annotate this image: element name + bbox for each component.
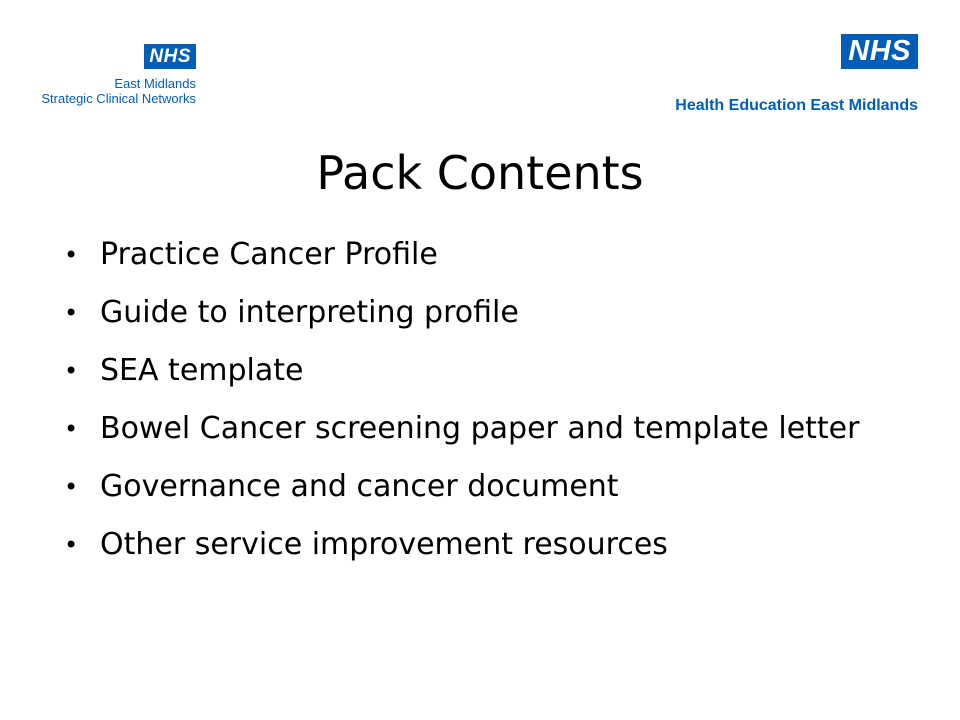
bullet-item [64,294,884,332]
logo-org-name-line1: East Midlands [114,76,196,91]
bullet-item [64,468,884,506]
nhs-logo-badge: NHS [841,34,918,69]
bullet-item [64,236,884,274]
bullet-text: Other service improvement resources [100,527,668,562]
bullet-text: Governance and cancer document [100,469,619,504]
logo-org-name-line2: Strategic Clinical Networks [41,91,196,106]
bullet-text: Bowel Cancer screening paper and template letter [100,411,860,446]
nhs-health-education-logo [675,34,918,115]
slide-title: Pack Contents [316,146,644,200]
bullet-icon: • [64,357,79,385]
bullet-list [64,236,884,584]
bullet-item [64,352,884,390]
bullet-text: Guide to interpreting profile [100,295,519,330]
bullet-icon: • [64,415,79,443]
bullet-icon: • [64,299,79,327]
bullet-text: SEA template [100,353,304,388]
bullet-text: Practice Cancer Profile [100,237,438,272]
nhs-logo-badge: NHS [144,44,196,69]
bullet-icon: • [64,473,79,501]
bullet-icon: • [64,531,79,559]
nhs-east-midlands-scn-logo [24,44,196,106]
logo-org-name: Health Education East Midlands [675,97,918,114]
bullet-item [64,410,884,448]
bullet-item [64,526,884,564]
bullet-icon: • [64,241,79,269]
